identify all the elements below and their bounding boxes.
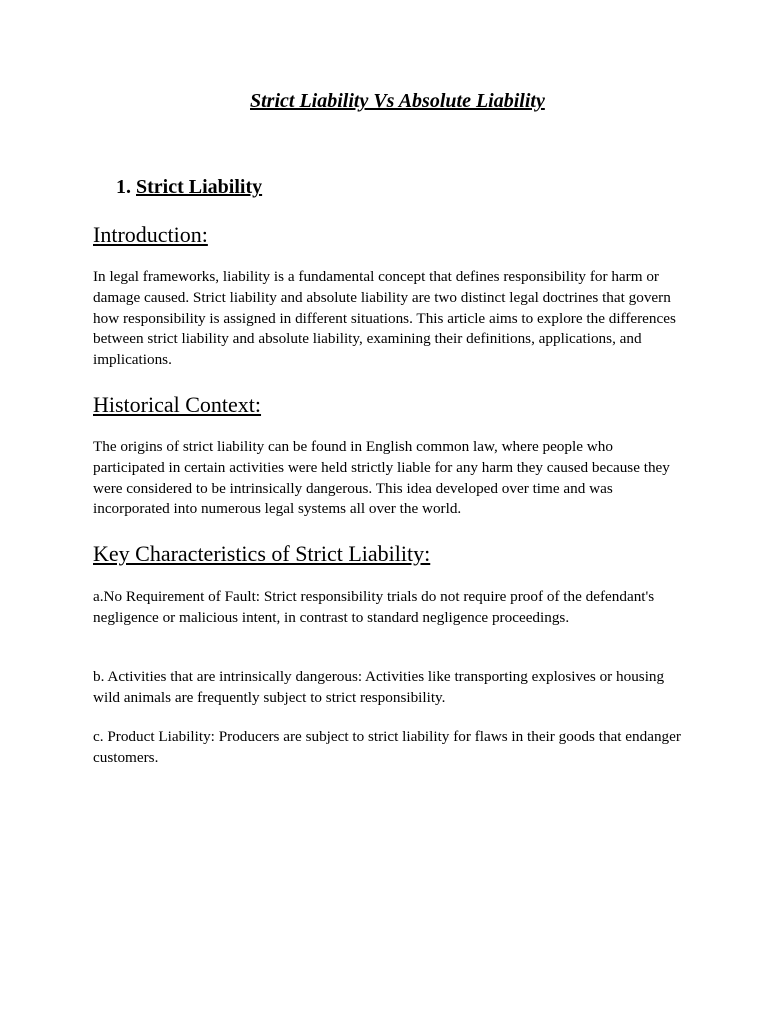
introduction-paragraph: In legal frameworks, liability is a fundamental concept that defines responsibility for harm or damage caused. Strict liability and absolute liability are two distinct legal doctrines that govern how responsibility is assigned in different situations. This article aims to explore the differences between strict liability and absolute liability, examining their definitions, applications, and implications. [93, 268, 676, 369]
section-title: Strict Liability [136, 176, 263, 198]
section-heading [116, 174, 262, 200]
characteristic-item-product-liability: c. Product Liability: Producers are subject to strict liability for flaws in their goods that endanger customers. [93, 728, 681, 766]
introduction-heading: Introduction: [93, 222, 208, 247]
historical-context-paragraph: The origins of strict liability can be found in English common law, where people who participated in certain activities were held strictly liable for any harm they caused because they were considered to be intrinsically dangerous. This idea developed over time and was incorporated into numerous legal systems all over the world. [93, 438, 670, 518]
document-title: Strict Liability Vs Absolute Liability [250, 90, 545, 112]
characteristic-item-fault: a.No Requirement of Fault: Strict responsibility trials do not require proof of the defendant's negligence or malicious intent, in contrast to standard negligence proceedings. [93, 588, 655, 626]
characteristic-item-dangerous-activities: b. Activities that are intrinsically dangerous: Activities like transporting explosives or housing wild animals are frequently subject to strict responsibility. [93, 668, 665, 706]
key-characteristics-heading: Key Characteristics of Strict Liability: [93, 541, 431, 566]
historical-context-heading: Historical Context: [93, 392, 262, 417]
section-number: 1. [116, 176, 131, 198]
